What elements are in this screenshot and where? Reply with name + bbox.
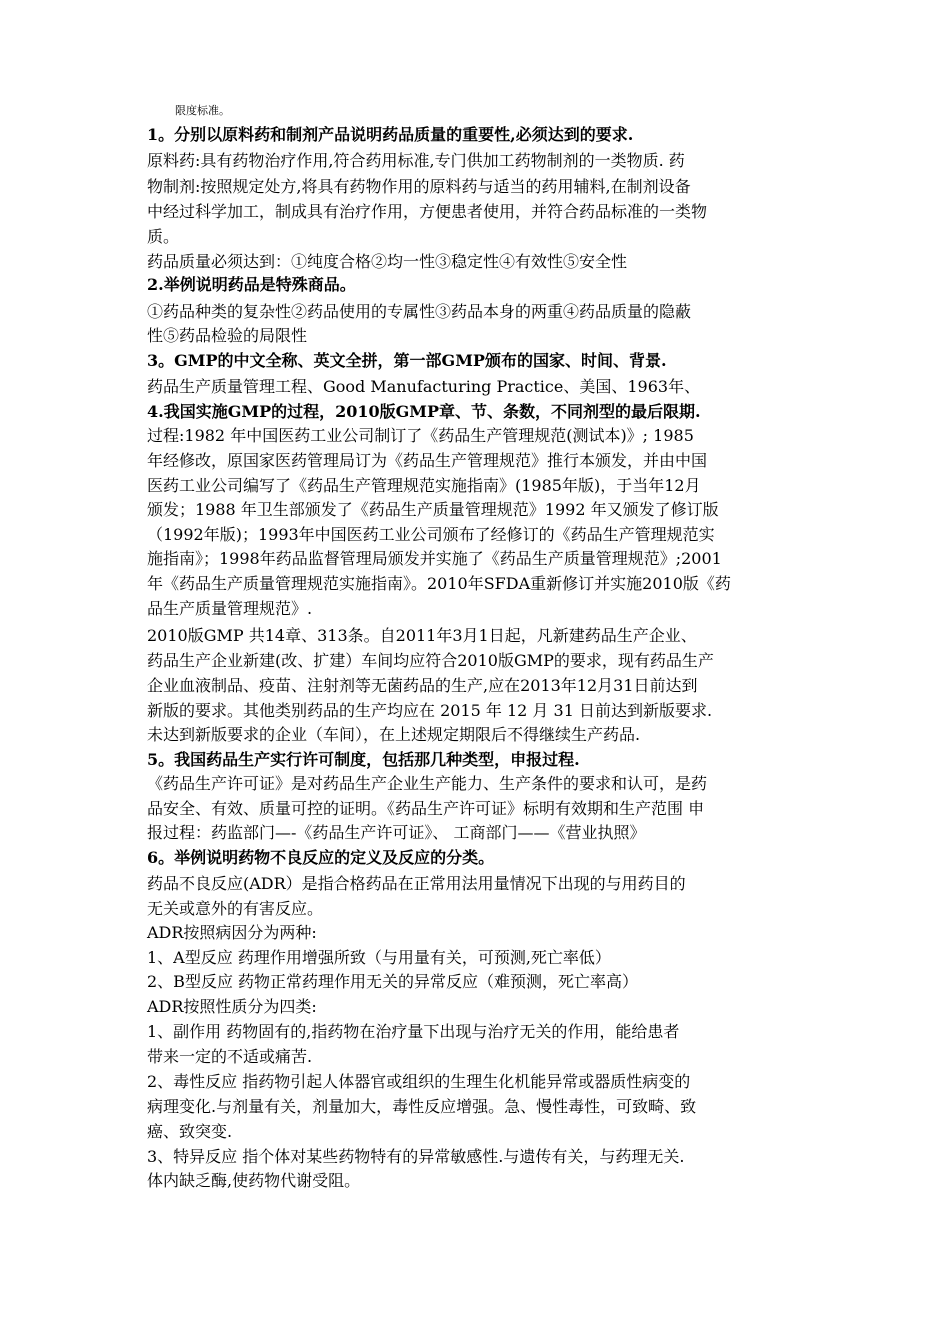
text-line: 药品不良反应(ADR）是指合格药品在正常用法用量情况下出现的与用药目的 (147, 874, 686, 893)
text-line: 性⑤药品检验的局限性 (147, 326, 308, 345)
text-line: 报过程：药监部门—-《药品生产许可证》、 工商部门——《营业执照》 (147, 823, 646, 842)
question-heading-5: 5。我国药品生产实行许可制度，包括那几种类型，申报过程. (147, 750, 580, 769)
text-line: 物制剂:按照规定处方,将具有药物作用的原料药与适当的药用辅料,在制剂设备 (147, 177, 691, 196)
text-line: 施指南》；1998年药品监督管理局颁发并实施了《药品生产质量管理规范》;2001 (147, 549, 722, 568)
text-line: 质。 (147, 227, 180, 246)
text-line: 《药品生产许可证》是对药品生产企业生产能力、生产条件的要求和认可，是药 (147, 774, 708, 793)
text-line: 2、毒性反应 指药物引起人体器官或组织的生理生化机能异常或器质性病变的 (147, 1072, 691, 1091)
question-heading-4: 4.我国实施GMP的过程，2010版GMP章、节、条数，不同剂型的最后限期. (147, 402, 701, 421)
text-line: 带来一定的不适或痛苦. (147, 1047, 313, 1066)
text-line: 3、特异反应 指个体对某些药物特有的异常敏感性.与遗传有关，与药理无关. (147, 1147, 685, 1166)
text-line: 年经修改，原国家医药管理局订为《药品生产管理规范》推行本颁发，并由中国 (147, 451, 708, 470)
text-line: 药品质量必须达到：①纯度合格②均一性③稳定性④有效性⑤安全性 (147, 252, 628, 271)
text-line: 药品生产质量管理工程、Good Manufacturing Practice、美国、1963年、 (147, 377, 701, 396)
text-line: 医药工业公司编写了《药品生产管理规范实施指南》(1985年版)，于当年12月 (147, 476, 701, 495)
text-line: 原料药:具有药物治疗作用,符合药用标准,专门供加工药物制剂的一类物质. 药 (147, 151, 685, 170)
text-line: ADR按照病因分为两种: (147, 923, 317, 942)
text-line: ADR按照性质分为四类: (147, 997, 317, 1016)
text-line: 2、B型反应 药物正常药理作用无关的异常反应（难预测，死亡率高） (147, 972, 639, 991)
text-line: 年《药品生产质量管理规范实施指南》。2010年SFDA重新修订并实施2010版《药 (147, 574, 731, 593)
text-line: 药品生产企业新建(改、扩建）车间均应符合2010版GMP的要求，现有药品生产 (147, 651, 714, 670)
question-heading-1: 1。分别以原料药和制剂产品说明药品质量的重要性,必须达到的要求. (147, 125, 634, 144)
text-line: 1、A型反应 药理作用增强所致（与用量有关，可预测,死亡率低） (147, 948, 611, 967)
text-line: 未达到新版要求的企业（车间），在上述规定期限后不得继续生产药品. (147, 725, 641, 744)
text-line: （1992年版)；1993年中国医药工业公司颁布了经修订的《药品生产管理规范实 (147, 525, 715, 544)
text-line: ①药品种类的复杂性②药品使用的专属性③药品本身的两重④药品质量的隐蔽 (147, 302, 692, 321)
text-line: 新版的要求。其他类别药品的生产均应在 2015 年 12 月 31 日前达到新版要求. (147, 701, 713, 720)
text-line: 企业血液制品、疫苗、注射剂等无菌药品的生产,应在2013年12月31日前达到 (147, 676, 698, 695)
text-line: 品安全、有效、质量可控的证明。《药品生产许可证》标明有效期和生产范围 申 (147, 799, 705, 818)
question-heading-2: 2.举例说明药品是特殊商品。 (147, 275, 356, 294)
text-line: 颁发；1988 年卫生部颁发了《药品生产质量管理规范》1992 年又颁发了修订版 (147, 500, 719, 519)
text-line: 品生产质量管理规范》. (147, 599, 313, 618)
text-line: 病理变化.与剂量有关，剂量加大，毒性反应增强。急、慢性毒性，可致畸、致 (147, 1097, 697, 1116)
question-heading-6: 6。举例说明药物不良反应的定义及反应的分类。 (147, 848, 495, 867)
text-line: 过程:1982 年中国医药工业公司制订了《药品生产管理规范(测试本)》; 1985 (147, 426, 694, 445)
text-line: 癌、致突变. (147, 1122, 233, 1141)
text-line: 中经过科学加工，制成具有治疗作用，方便患者使用，并符合药品标准的一类物 (147, 202, 708, 221)
text-line: 体内缺乏酶,使药物代谢受阻。 (147, 1171, 361, 1190)
text-line: 限度标准。 (175, 104, 230, 117)
text-line: 1、副作用 药物固有的,指药物在治疗量下出现与治疗无关的作用，能给患者 (147, 1022, 680, 1041)
text-line: 无关或意外的有害反应。 (147, 899, 324, 918)
question-heading-3: 3。GMP的中文全称、英文全拼，第一部GMP颁布的国家、时间、背景. (147, 351, 667, 370)
text-line: 2010版GMP 共14章、313条。自2011年3月1日起，凡新建药品生产企业、 (147, 626, 697, 645)
